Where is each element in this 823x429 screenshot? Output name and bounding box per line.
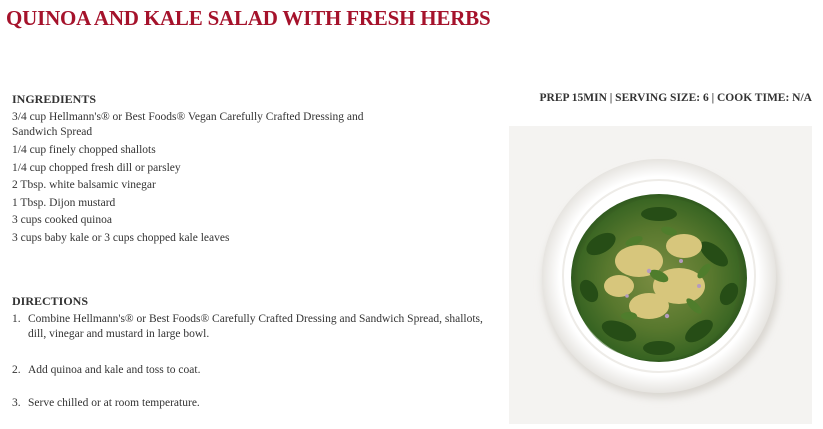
step-number: 3. — [12, 397, 21, 409]
step-number: 2. — [12, 364, 21, 376]
salad — [571, 194, 747, 362]
ingredient-item: 3 cups cooked quinoa — [12, 214, 112, 226]
step-text: Serve chilled or at room temperature. — [28, 397, 200, 409]
direction-step — [12, 396, 502, 411]
recipe-meta: PREP 15MIN | SERVING SIZE: 6 | COOK TIME: N/A — [539, 92, 812, 104]
salad-photo — [509, 126, 812, 424]
salad-plate-illustration — [509, 126, 812, 424]
ingredients-heading: INGREDIENTS — [12, 92, 97, 106]
direction-step — [12, 312, 502, 342]
ingredient-item: 1 Tbsp. Dijon mustard — [12, 196, 116, 209]
ingredient-item: 3 cups baby kale or 3 cups chopped kale leaves — [12, 231, 230, 244]
ingredient-item: 1/4 cup finely chopped shallots — [12, 144, 156, 156]
direction-step — [12, 363, 502, 378]
ingredient-item: 2 Tbsp. white balsamic vinegar — [12, 179, 156, 191]
directions-heading: DIRECTIONS — [12, 294, 89, 308]
ingredient-item: 1/4 cup chopped fresh dill or parsley — [12, 161, 181, 174]
recipe-title: QUINOA AND KALE SALAD WITH FRESH HERBS — [6, 6, 491, 30]
directions-list — [12, 312, 502, 429]
step-number: 1. — [12, 313, 21, 325]
step-text: Combine Hellmann's® or Best Foods® Carefully Crafted Dressing and Sandwich Spread, shallots, dill, vinegar and mustard in large bowl. — [28, 313, 483, 340]
ingredients-list — [12, 110, 402, 247]
ingredient-item: 3/4 cup Hellmann's® or Best Foods® Vegan Carefully Crafted Dressing and Sandwich Spread — [12, 111, 364, 138]
step-text: Add quinoa and kale and toss to coat. — [28, 364, 201, 376]
